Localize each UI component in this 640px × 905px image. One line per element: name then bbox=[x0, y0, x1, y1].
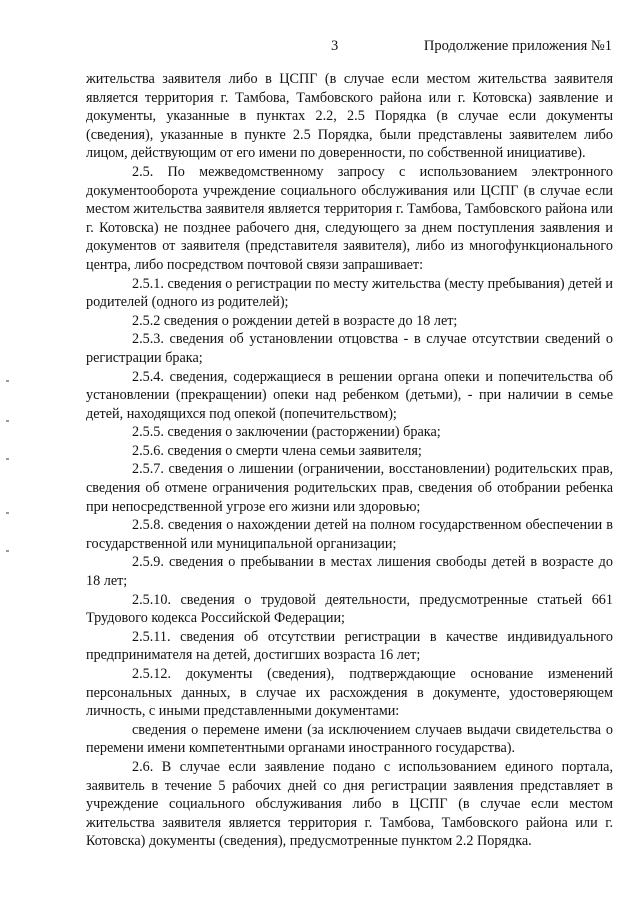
paragraph-2-5-2: 2.5.2 сведения о рождении детей в возрасте до 18 лет; bbox=[132, 312, 458, 329]
paragraph-2-5: 2.5. По межведомственному запросу с использованием электронного документооборота учреждение социального обслуживания или ЦСПГ (в случае если местом жительства заявителя является территория г. Тамбова, Тамбовского района или г. Котовска) не позднее рабочего дня, следующего за днем поступления заявления и документов от заявителя (представителя заявителя), либо из многофункционального центра, либо посредством почтовой связи запрашивает: bbox=[86, 163, 613, 273]
paragraph-name-change: сведения о перемене имени (за исключением случаев выдачи свидетельства о перемени имени компетентными органами иностранного государства). bbox=[86, 721, 613, 757]
paragraph-2-5-6: 2.5.6. сведения о смерти члена семьи заявителя; bbox=[132, 442, 422, 459]
page-number: 3 bbox=[331, 38, 339, 54]
paragraph-2-5-7: 2.5.7. сведения о лишении (ограничении, восстановлении) родительских прав, сведения об отмене ограничения родительских прав, сведения об отобрании ребенка при непосредственной угрозе его жизни или здоровью; bbox=[86, 461, 613, 515]
paragraph-2-5-5: 2.5.5. сведения о заключении (расторжении) брака; bbox=[132, 424, 441, 441]
paragraph-2-5-3: 2.5.3. сведения об установлении отцовства - в случае отсутствии сведений о регистрации брака; bbox=[86, 331, 613, 366]
paragraph-2-6: 2.6. В случае если заявление подано с использованием единого портала, заявитель в течение 5 рабочих дней со дня регистрации заявления представляет в учреждение социального обслуживания либо в ЦСПГ (в случае если местом жительства заявителя является территория г. Тамбова, Тамбовского района или г. Котовска) документы (сведения), предусмотренные пунктом 2.2 Порядка. bbox=[86, 758, 613, 850]
appendix-label: Продолжение приложения №1 bbox=[423, 38, 612, 54]
paragraph-2-5-1: 2.5.1. сведения о регистрации по месту жительства (месту пребывания) детей и родителей (одного из родителей); bbox=[86, 275, 613, 311]
paragraph-2-5-12: 2.5.12. документы (сведения), подтверждающие основание изменений персональных данных, в случае их расхождения в документе, удостоверяющем личность, с иными представленными документами: bbox=[86, 666, 613, 720]
page-header bbox=[0, 38, 640, 58]
scan-margin-marks bbox=[6, 380, 12, 580]
paragraph-continuation: жительства заявителя либо в ЦСПГ (в случае если местом жительства заявителя является территория г. Тамбова, Тамбовского района или г. Котовска) заявление и документы, указанные в пунктах 2.2, 2.5 Порядка (в случае если документы (сведения), указанные в пункте 2.5 Порядка, были представлены заявителем либо лицом, действующим от его имени по доверенности, по собственной инициативе). bbox=[86, 71, 613, 162]
paragraph-2-5-10: 2.5.10. сведения о трудовой деятельности, предусмотренные статьей 661 Трудового кодекса Российской Федерации; bbox=[86, 591, 613, 627]
document-body bbox=[86, 70, 613, 851]
paragraph-2-5-8: 2.5.8. сведения о нахождении детей на полном государственном обеспечении в государственной или муниципальной организации; bbox=[86, 517, 613, 552]
paragraph-2-5-4: 2.5.4. сведения, содержащиеся в решении органа опеки и попечительства об установлении (прекращении) опеки над ребенком (детьми), - при наличии в семье детей, находящихся под опекой (попечительством); bbox=[86, 368, 613, 422]
paragraph-2-5-9: 2.5.9. сведения о пребывании в местах лишения свободы детей в возрасте до 18 лет; bbox=[86, 554, 613, 590]
paragraph-2-5-11: 2.5.11. сведения об отсутствии регистрации в качестве индивидуального предпринимателя на детей, достигших возраста 16 лет; bbox=[86, 628, 613, 664]
